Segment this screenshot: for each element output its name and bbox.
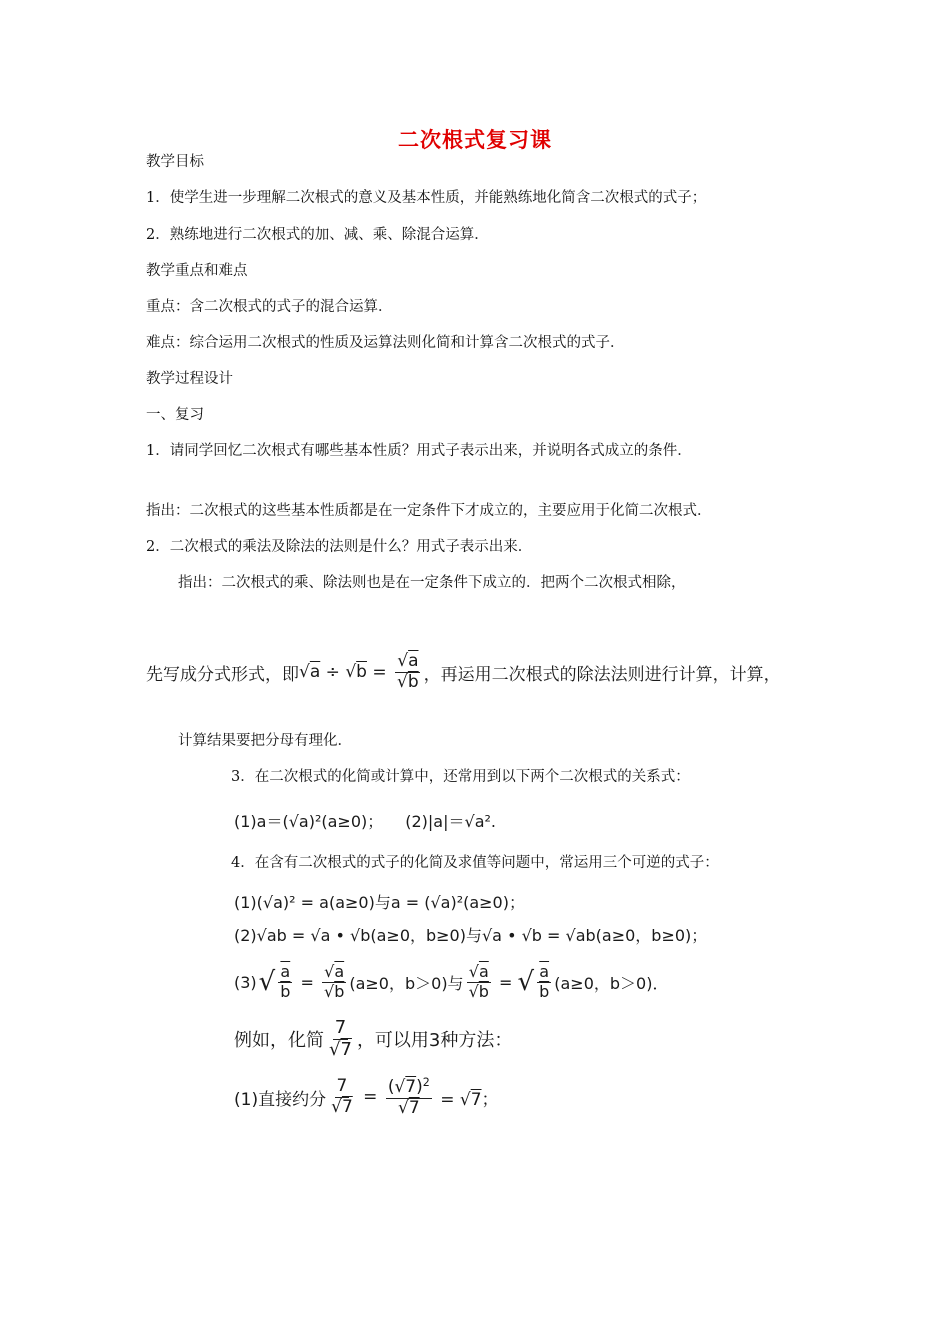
- q3-formula-1: (1)a＝(√a)²(a≥0)；: [234, 811, 384, 831]
- q4-formula-3-line: (3) √ $\frac{a}{b}$ = $\frac{√a}{√b}$ (a≥0，b＞0)与 $\frac{√a}{√b}$ = √ $\frac{a}{b}$ (a≥0，b＞0)．: [234, 961, 669, 1001]
- q4-formula-2: (2)√ab = √a • √b(a≥0，b≥0)与√a • √b = √ab(a≥0，b≥0)；: [234, 925, 708, 945]
- review-question-3: 3．在二次根式的化简或计算中，还常用到以下两个二次根式的关系式：: [231, 769, 690, 785]
- division-rule-line: [146, 646, 781, 698]
- q3-formula-2: (2)|a|＝√a².: [405, 811, 497, 831]
- method-1-label: (1)直接约分: [234, 1089, 327, 1110]
- key-point: 重点：含二次根式的式子的混合运算．: [146, 299, 393, 315]
- example-prefix: 例如，化简: [234, 1030, 324, 1051]
- review-question-1: 1．请同学回忆二次根式有哪些基本性质？用式子表示出来，并说明各式成立的条件．: [146, 443, 692, 459]
- review-question-2: 2．二次根式的乘法及除法的法则是什么？用式子表示出来．: [146, 539, 533, 555]
- division-formula: √a ÷ √b = $\frac{√a}{√b}$: [299, 650, 419, 692]
- page-title: 二次根式复习课: [398, 128, 552, 152]
- method-1-line: (1)直接约分 $\frac{7}{√7}$ = $\frac{(√7)^2}{√7}$ = √7；: [234, 1075, 499, 1118]
- rationalize-note: 计算结果要把分母有理化．: [178, 733, 352, 749]
- example-line: [234, 1015, 512, 1063]
- division-prefix: 先写成分式形式，即: [146, 664, 299, 685]
- example-fraction: $\frac{7}{√7}$: [329, 1016, 352, 1060]
- process-heading: 教学过程设计: [146, 371, 233, 387]
- objective-2: 2．熟练地进行二次根式的加、减、乘、除混合运算．: [146, 227, 489, 243]
- note-2: 指出：二次根式的乘、除法则也是在一定条件下成立的．把两个二次根式相除，: [178, 575, 686, 591]
- note-1: 指出：二次根式的这些基本性质都是在一定条件下才成立的，主要应用于化简二次根式．: [146, 503, 712, 519]
- division-suffix: ，再运用二次根式的除法法则进行计算，计算，: [423, 664, 781, 685]
- review-question-4: 4．在含有二次根式的式子的化简及求值等问题中，常运用三个可逆的式子：: [231, 855, 719, 871]
- q4-formula-1: (1)(√a)² = a(a≥0)与a = (√a)²(a≥0)；: [234, 892, 525, 912]
- example-suffix: ，可以用3种方法：: [356, 1030, 513, 1051]
- review-heading: 一、复习: [146, 407, 204, 423]
- q3-formula-line: [234, 807, 496, 833]
- objective-1: 1．使学生进一步理解二次根式的意义及基本性质，并能熟练地化简含二次根式的式子；: [146, 190, 707, 206]
- objectives-heading: 教学目标: [146, 154, 204, 170]
- difficult-point: 难点：综合运用二次根式的性质及运算法则化简和计算含二次根式的式子．: [146, 335, 625, 351]
- key-heading: 教学重点和难点: [146, 263, 248, 279]
